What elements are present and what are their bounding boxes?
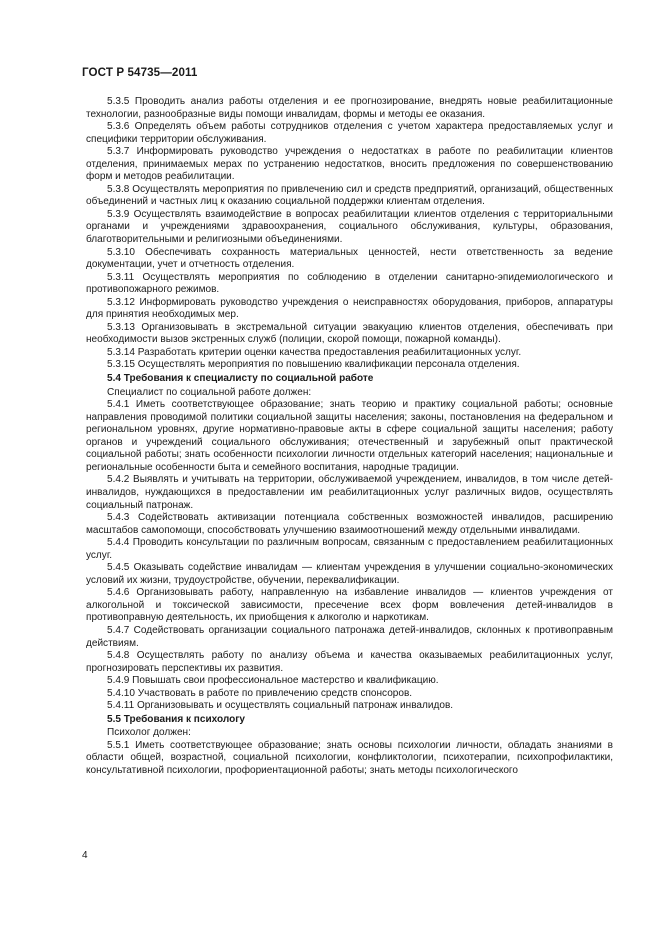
document-code-header: ГОСТ Р 54735—2011 xyxy=(82,66,198,79)
paragraph-5-4-9: 5.4.9 Повышать свои профессиональное мастерство и квалификацию. xyxy=(107,675,439,687)
paragraph-5-4-8: 5.4.8 Осуществлять работу по анализу объема и качества оказываемых реабилитационных услуг, прогнозировать перспективы их развития. xyxy=(86,650,613,674)
paragraph-5-3-6: 5.3.6 Определять объем работы сотрудников отделения с учетом характера предоставляемых услуг и специфики территории обслуживания. xyxy=(86,121,613,145)
paragraph-5-3-11: 5.3.11 Осуществлять мероприятия по соблюдению в отделении санитарно-эпидемиологического и противопожарного режимов. xyxy=(86,271,613,296)
paragraph-5-4-1: 5.4.1 Иметь соответствующее образование; знать теорию и практику социальной работы; основные направления проводимой политики социальной защиты населения; законы, постановления на федеральном и региональном уровнях, другие нормативно-правовые акты в сфере социальной защиты населения; работу органов и учреждений социального обслуживания; отечественный и зарубежный опыт практической социальной работы; знать особенности психологии личности отдельных категорий населения; национальные и региональные особенности быта и семейного воспитания, народные традиции. xyxy=(86,399,613,473)
paragraph-5-3-10: 5.3.10 Обеспечивать сохранность материальных ценностей, нести ответственность за ведение документации, учет и отчетность отделения. xyxy=(86,246,613,271)
section-heading-5-4: 5.4 Требования к специалисту по социальной работе xyxy=(107,373,374,385)
paragraph-intro-5-5: Психолог должен: xyxy=(107,727,191,739)
paragraph-5-4-11: 5.4.11 Организовывать и осуществлять социальный патронаж инвалидов. xyxy=(107,700,454,712)
paragraph-intro-5-4: Специалист по социальной работе должен: xyxy=(107,386,312,398)
paragraph-5-3-13: 5.3.13 Организовывать в экстремальной ситуации эвакуацию клиентов отделения, обеспечивать при необходимости вызов экстренных служб (полиции, скорой помощи, пожарной команды). xyxy=(86,321,613,346)
paragraph-5-4-3: 5.4.3 Содействовать активизации потенциала собственных возможностей инвалидов, расширению масштабов самопомощи, способствовать улучшению взаимоотношений между отдельными инвалидами. xyxy=(86,512,613,536)
paragraph-5-3-9: 5.3.9 Осуществлять взаимодействие в вопросах реабилитации клиентов отделения с территориальными органами и учреждениями здравоохранения, социального обслуживания, культуры, образования, благотворительными и религиозными объединениями. xyxy=(86,208,613,246)
paragraph-5-4-6: 5.4.6 Организовывать работу, направленную на избавление инвалидов — клиентов учреждения от алкогольной и токсической зависимости, пресечение всех форм вовлечения детей-инвалидов в противоправную деятельность, их приобщения к алкоголю и наркотикам. xyxy=(86,587,613,624)
paragraph-5-4-7: 5.4.7 Содействовать организации социального патронажа детей-инвалидов, склонных к противоправным действиям. xyxy=(86,624,613,649)
paragraph-5-4-2: 5.4.2 Выявлять и учитывать на территории, обслуживаемой учреждением, инвалидов, в том числе детей-инвалидов, нуждающихся в предоставлении им реабилитационных услуг различных видов, осуществлять социальный патронаж. xyxy=(86,474,613,511)
paragraph-5-4-10: 5.4.10 Участвовать в работе по привлечению средств спонсоров. xyxy=(107,687,413,699)
paragraph-5-3-8: 5.3.8 Осуществлять мероприятия по привлечению сил и средств предприятий, организаций, общественных объединений и частных лиц к оказанию социальной поддержки клиентам отделения. xyxy=(86,183,613,208)
page-number: 4 xyxy=(82,850,88,861)
document-body xyxy=(86,96,613,778)
paragraph-5-3-14: 5.3.14 Разработать критерии оценки качества предоставления реабилитационных услуг. xyxy=(107,346,522,358)
paragraph-5-5-1: 5.5.1 Иметь соответствующее образование; знать основы психологии личности, обладать знаниями в области общей, возрастной, социальной психологии, конфликтологии, психотерапии, психопрофилактики, консультативной психологии, профориентационной работы; знать методы психологического xyxy=(86,739,613,776)
paragraph-5-3-5: 5.3.5 Проводить анализ работы отделения и ее прогнозирование, внедрять новые реабилитационные технологии, разнообразные виды помощи инвалидам, формы и методы ее оказания. xyxy=(86,96,613,120)
section-heading-5-5: 5.5 Требования к психологу xyxy=(107,713,246,725)
paragraph-5-3-12: 5.3.12 Информировать руководство учреждения о неисправностях оборудования, приборов, аппаратуры для принятия необходимых мер. xyxy=(86,296,613,321)
paragraph-5-4-4: 5.4.4 Проводить консультации по различным вопросам, связанным с предоставлением реабилитационных услуг. xyxy=(86,537,613,561)
paragraph-5-4-5: 5.4.5 Оказывать содействие инвалидам — клиентам учреждения в улучшении социально-экономических условий их жизни, трудоустройстве, обучении, переквалификации. xyxy=(86,562,613,586)
paragraph-5-3-15: 5.3.15 Осуществлять мероприятия по повышению квалификации персонала отделения. xyxy=(107,359,520,371)
paragraph-5-3-7: 5.3.7 Информировать руководство учреждения о недостатках в работе по реабилитации клиентов отделения, принимаемых мерах по устранению недостатков, вносить предложения по совершенствованию форм и методов реабилитации. xyxy=(86,146,613,183)
